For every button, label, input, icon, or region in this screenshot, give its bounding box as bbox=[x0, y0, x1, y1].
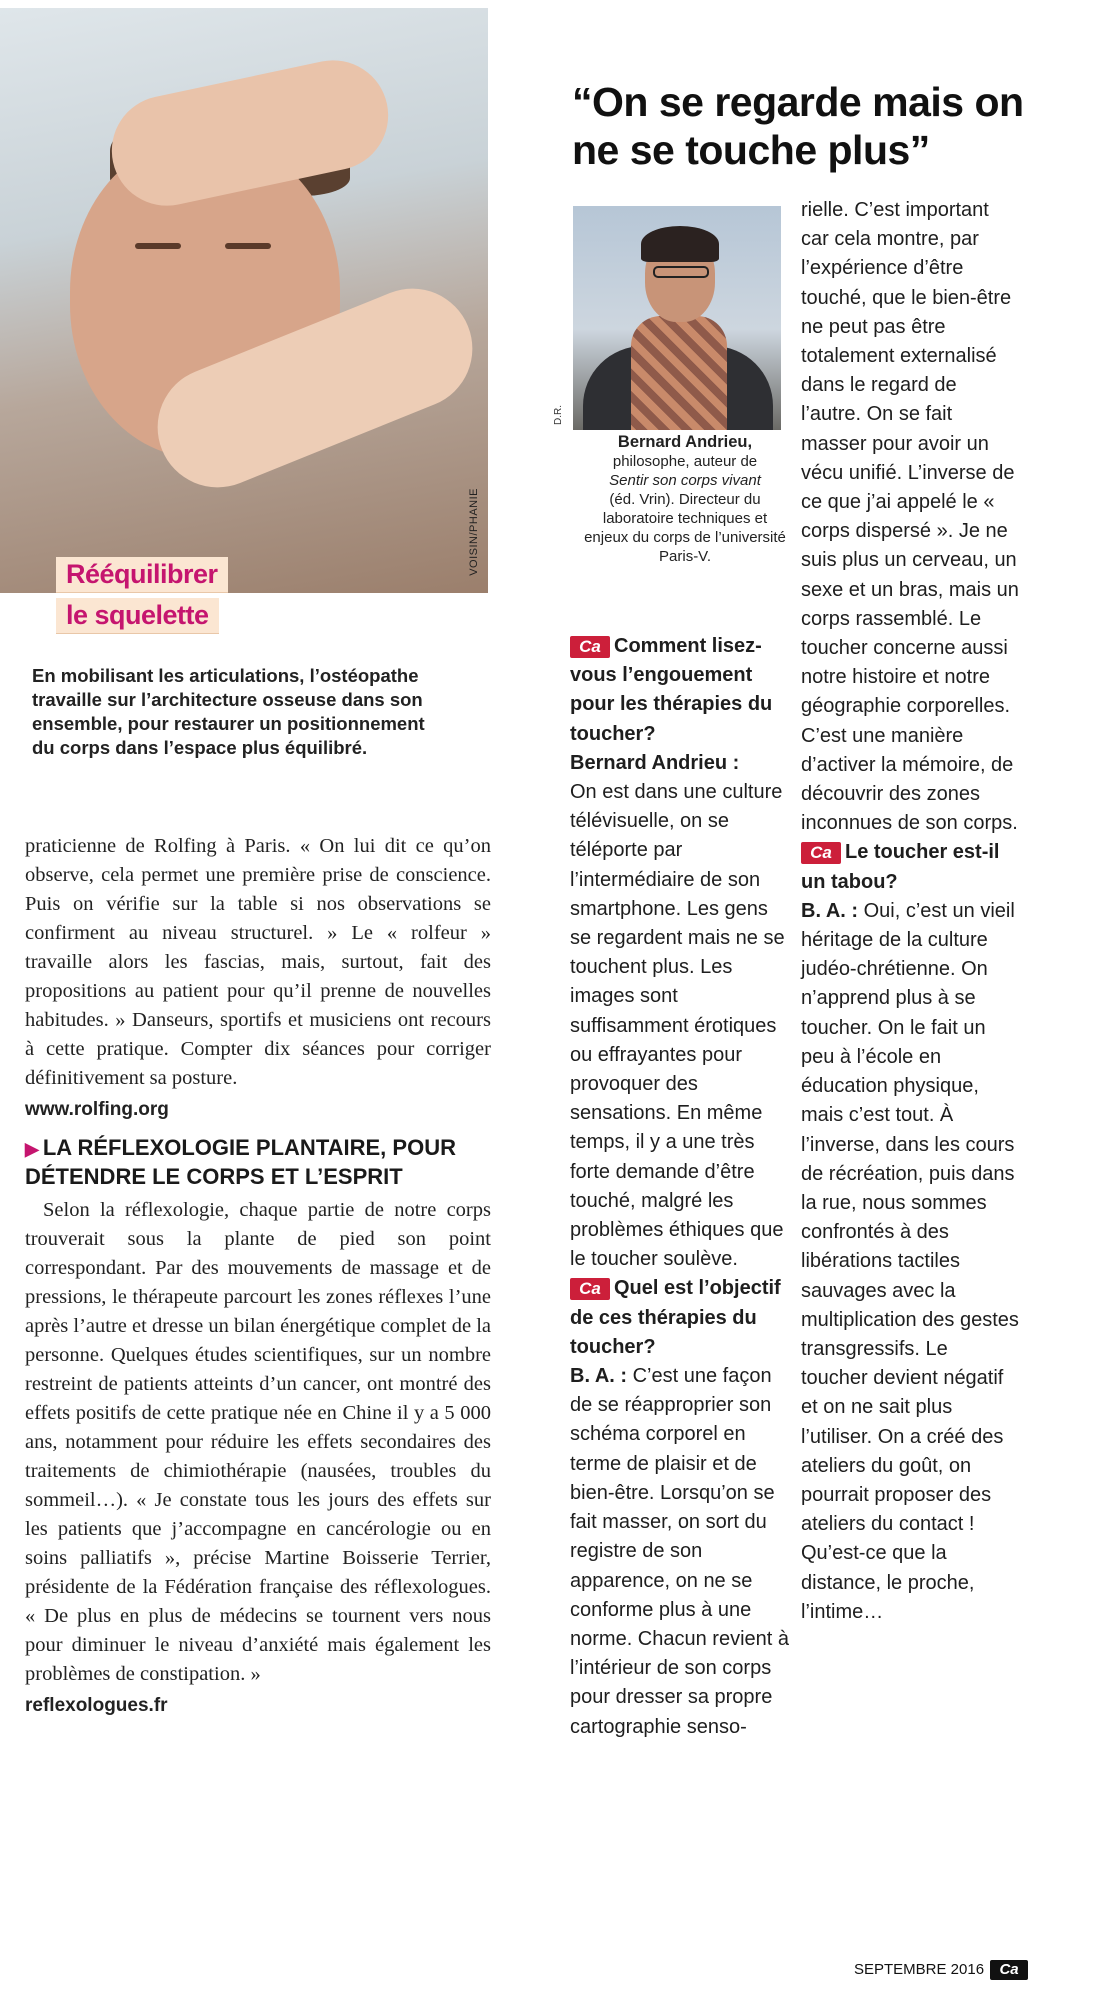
portrait-desc-1: philosophe, auteur de bbox=[612, 453, 758, 470]
osteopath-photo bbox=[0, 8, 488, 593]
page-footer bbox=[854, 1960, 1032, 1980]
portrait-desc-2: (éd. Vrin). Directeur du laboratoire techniques et enjeux du corps de l’université Paris-V. bbox=[584, 491, 786, 565]
rolfing-paragraph: praticienne de Rolfing à Paris. « On lui dit ce qu’on observe, cela permet une première prise de conscience. Puis on vérifie sur la table si nos observations se confirment au niveau structurel. » Le « rolfeur » travaille alors les fascias, mais, surtout, fait des propositions au patient pour qu’il prenne de nouvelles habitudes. » Danseurs, sportifs et musiciens ont recours à cette pratique. Compter dix séances pour corriger définitivement sa posture. bbox=[25, 835, 491, 1089]
reflexology-heading-text: LA RÉFLEXOLOGIE PLANTAIRE, POUR DÉTENDRE LE CORPS ET L’ESPRIT bbox=[25, 1135, 456, 1189]
rolfing-link[interactable]: www.rolfing.org bbox=[25, 1099, 169, 1120]
left-article-body bbox=[25, 832, 491, 1730]
magazine-logo: Ca bbox=[990, 1960, 1028, 1980]
ca-logo-icon: Ca bbox=[570, 1278, 610, 1300]
triangle-icon: ▶ bbox=[25, 1139, 39, 1159]
portrait-credit: D.R. bbox=[553, 405, 564, 425]
answer-1-text: On est dans une culture télévisuelle, on se téléporte par l’intermédiaire de son smartphone. Les gens se regardent mais ne se touchent plus. Les images sont suffisamment érotiques ou effrayantes pour provoquer des sensations. En même temps, il y a une très forte demande d’être touché, malgré les problèmes éthiques que le toucher soulève. bbox=[570, 781, 785, 1271]
interview-column-1 bbox=[570, 632, 790, 1742]
answer-1-speaker: Bernard Andrieu : bbox=[570, 751, 740, 774]
answer-2-text: C’est une façon de se réapproprier son schéma corporel en terme de plaisir et de bien-être. Lorsqu’on se fait masser, on sort du registre de son apparence, on ne se conforme plus à une norme. Chacun revient à l’intérieur de son corps pour dresser sa propre cartographie senso- bbox=[570, 1365, 790, 1738]
answer-3-speaker: B. A. : bbox=[801, 899, 859, 922]
photo-eye bbox=[225, 243, 271, 249]
question-3 bbox=[801, 838, 1019, 896]
ca-logo-icon: Ca bbox=[801, 842, 841, 864]
answer-1 bbox=[570, 749, 790, 1275]
portrait-scarf bbox=[631, 316, 727, 430]
question-3-text: Le toucher est-il un tabou? bbox=[801, 841, 1000, 893]
reflexology-paragraph: Selon la réflexologie, chaque partie de notre corps trouverait sous la plante de pied son point correspondant. Par des mouvements de massage et de pressions, le thérapeute parcourt les zones réflexes l’une après l’autre et dresse un bilan énergétique complet de la personne. Quelques études scientifiques, sur un nombre restreint de patients atteints d’un cancer, ont montré des effets positifs de cette pratique née en Chine il y a 5 000 ans, notamment pour réduire les effets secondaires des traitements de chimiothérapie (nausées, troubles du sommeil…). « Je constate tous les jours des effets sur les patients que j’accompagne en cancérologie ou en soins palliatifs », précise Martine Boisserie Terrier, présidente de la Fédération française des réflexologues. « De plus en plus de médecins se tournent vers nous pour diminuer le niveau d’anxiété mais également les problèmes de constipation. » bbox=[25, 1199, 491, 1685]
portrait-hair bbox=[641, 226, 719, 262]
issue-date: SEPTEMBRE 2016 bbox=[854, 1960, 985, 1978]
interview-column-2 bbox=[801, 196, 1019, 1627]
question-2 bbox=[570, 1274, 790, 1362]
portrait-photo bbox=[573, 206, 781, 430]
ca-logo-icon: Ca bbox=[570, 636, 610, 658]
question-2-text: Quel est l’objectif de ces thérapies du toucher? bbox=[570, 1277, 781, 1358]
portrait-name: Bernard Andrieu, bbox=[617, 433, 753, 451]
question-1-text: Comment lisez-vous l’engouement pour les thérapies du toucher? bbox=[570, 635, 773, 745]
section-badge bbox=[56, 557, 228, 639]
reflexology-heading bbox=[25, 1134, 491, 1190]
photo-credit: VOISIN/PHANIE bbox=[468, 488, 480, 576]
portrait-book: Sentir son corps vivant bbox=[609, 472, 761, 489]
badge-line-2: le squelette bbox=[56, 598, 219, 633]
answer-2-continued: rielle. C’est important car cela montre, par l’expérience d’être touché, que le bien-être ne peut pas être totalement externalisé dans le regard de l’autre. On se fait masser pour avoir un vécu unifié. L’inverse de ce que j’ai appelé le « corps dispersé ». Je ne suis plus un cerveau, un sexe et un bras, mais un corps rassemblé. Le toucher concerne aussi notre histoire et notre géographie corporelles. C’est une manière d’activer la mémoire, de découvrir des zones inconnues de son corps. bbox=[801, 199, 1019, 835]
portrait-caption bbox=[580, 433, 790, 566]
interview-title: “On se regarde mais on ne se touche plus” bbox=[572, 79, 1024, 173]
answer-3 bbox=[801, 897, 1019, 1627]
portrait-glasses bbox=[653, 266, 709, 278]
photo-caption: En mobilisant les articulations, l’ostéopathe travaille sur l’architecture osseuse dans son ensemble, pour restaurer un positionnement du corps dans l’espace plus équilibré. bbox=[32, 665, 425, 758]
reflexology-link[interactable]: reflexologues.fr bbox=[25, 1695, 168, 1716]
photo-eye bbox=[135, 243, 181, 249]
badge-line-1: Rééquilibrer bbox=[56, 557, 228, 592]
answer-2 bbox=[570, 1362, 790, 1742]
answer-2-speaker: B. A. : bbox=[570, 1365, 628, 1388]
answer-3-text: Oui, c’est un vieil héritage de la culture judéo-chrétienne. On n’apprend plus à se toucher. On le fait un peu à l’école en éducation physique, mais c’est tout. À l’inverse, dans les cours de récréation, puis dans la rue, nous sommes confrontés à des libérations tactiles sauvages avec la multiplication des gestes transgressifs. Le toucher devient négatif et on ne sait plus l’utiliser. On a créé des ateliers du goût, on pourrait proposer des ateliers du contact ! Qu’est-ce que la distance, le proche, l’intime… bbox=[801, 899, 1019, 1623]
question-1 bbox=[570, 632, 790, 749]
